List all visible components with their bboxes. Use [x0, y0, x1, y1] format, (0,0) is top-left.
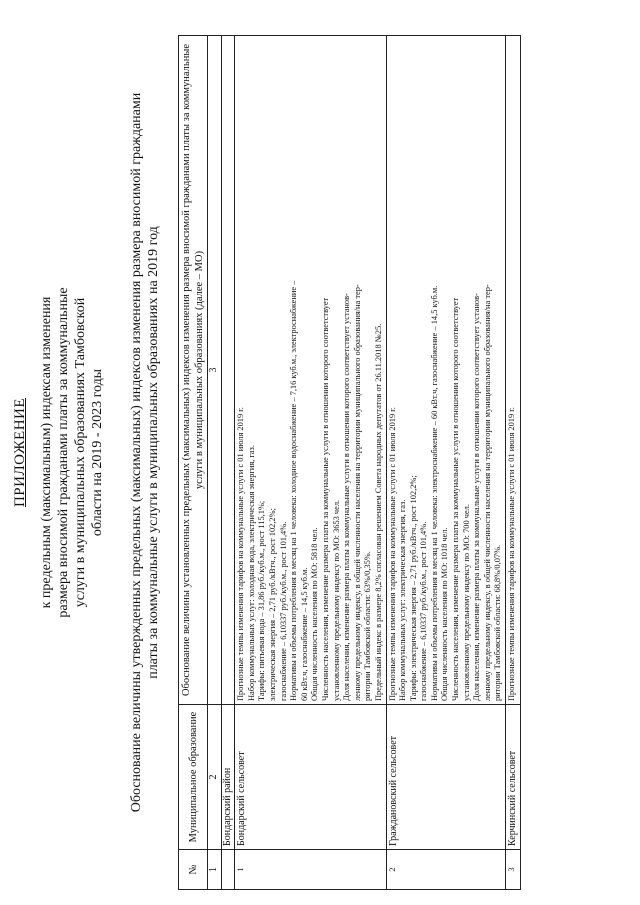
row-number: 2 — [386, 850, 506, 890]
basis-cell — [235, 36, 386, 705]
appendix-line: услуги в муниципальных образованиях Тамбовской — [73, 297, 88, 608]
basis-cell — [506, 36, 521, 705]
basis-line: Доля населения, изменение размера платы за коммунальные услуги в отношении которого соответствует установ- — [342, 293, 352, 701]
basis-line: Предельный индекс в размере 8,2% согласован решением Совета народных депутатов от 26.11.2018 №25. — [373, 323, 383, 701]
basis-cell — [386, 36, 506, 705]
basis-line: Нормативы и объемы потребления в месяц на 1 человека: электроснабжение – 60 кВт.ч, газоснабжение – 14,5 куб.м. — [429, 285, 439, 701]
table-row — [506, 36, 521, 890]
basis-line: Нормативы и объемы потребления в месяц на 1 человека: холодное водоснабжение – 7,16 куб.м., электроснабжение – — [289, 280, 299, 701]
table-row — [386, 36, 506, 890]
region-row — [221, 36, 235, 890]
basis-table — [178, 35, 521, 890]
appendix-line: области на 2019 - 2023 годы — [90, 368, 105, 537]
index-cell: 1 — [208, 850, 222, 890]
appendix-line: размера вносимой гражданами платы за коммунальные — [56, 287, 71, 618]
table-header-row — [179, 36, 208, 890]
appendix-line: к предельным (максимальным) индексам изменения — [39, 296, 54, 609]
basis-line: Прогнозные темпы изменения тарифов на коммунальные услуги с 01 июля 2019 г. — [236, 407, 246, 701]
basis-line: установленному предельному индексу по МО: 700 чел. — [461, 504, 471, 701]
document-title-line: Обоснование величины утвержденных предельных (максимальных) индексов изменения размера вносимой гражданами — [129, 92, 144, 813]
document-title — [128, 40, 162, 865]
row-number: 1 — [235, 850, 386, 890]
basis-line: Численность населения, изменение размера платы за коммунальные услуги в отношении которого соответствует — [451, 297, 461, 701]
basis-line: газоснабжение – 6,10337 руб./куб.м., рост 101,4%. — [419, 521, 429, 701]
basis-line: газоснабжение – 6,10337 руб./куб.м., рост 101,4%. — [278, 521, 288, 701]
basis-line: ритории Тамбовской области: 63%/0,35%. — [363, 551, 373, 701]
municipality-name: Бондарский сельсовет — [235, 705, 386, 850]
basis-line: Тарифы: питьевая вода – 31,86 руб./куб.м., рост 115,1%; — [257, 500, 267, 701]
basis-line: ритории Тамбовской области: 68,8%/0,07%. — [493, 544, 503, 701]
header-basis: Обоснование величины установленных предельных (максимальных) индексов изменения размера вносимой гражданами платы за коммунальные услуги в муниципальных образованиях (далее – МО) — [179, 36, 208, 705]
table-index-row — [208, 36, 222, 890]
municipality-name: Керчинский сельсовет — [506, 705, 521, 850]
basis-line: установленному предельному индексу по МО: 3653 чел. — [331, 499, 341, 701]
basis-line: электрическая энергия – 2,71 руб./кВтч., рост 102,2%; — [267, 508, 277, 701]
basis-line: Общая численность населения по МО: 5818 чел. — [310, 527, 320, 701]
basis-line: Набор коммунальных услуг: электрическая энергия, газ. — [398, 499, 408, 701]
index-cell: 3 — [208, 36, 222, 705]
basis-line: 60 кВт.ч, газоснабжение – 14,5 куб.м. — [299, 567, 309, 701]
basis-line: Общая численность населения по МО: 1018 чел. — [440, 527, 450, 701]
basis-line: Доля населения, изменение размера платы за коммунальные услуги в отношении которого соответствует установ- — [472, 293, 482, 701]
basis-line: ленному предельному индексу, в общей численности населения на территории муниципального образования/на тер- — [352, 284, 362, 701]
appendix-title: ПРИЛОЖЕНИЕ — [12, 397, 28, 508]
basis-line: Тарифы: электрическая энергия – 2,71 руб./кВтч., рост 102,2%; — [408, 475, 418, 701]
row-number: 3 — [506, 850, 521, 890]
appendix-subtitle — [38, 0, 106, 905]
basis-line: Набор коммунальных услуг: холодная вода, электрическая энергия, газ. — [246, 445, 256, 701]
basis-line: ленному предельному индексу, в общей численности населения на территории муниципального образования/на тер- — [482, 284, 492, 701]
header-municipality: Муниципальное образование — [179, 705, 208, 850]
document-title-line: платы за коммунальные услуги в муниципальных образованиях на 2019 год — [146, 226, 161, 679]
basis-line: Численность населения, изменение размера платы за коммунальные услуги в отношении которого соответствует — [320, 297, 330, 701]
header-num: № — [179, 850, 208, 890]
index-cell: 2 — [208, 705, 222, 850]
basis-line: Прогнозные темпы изменения тарифов на коммунальные услуги с 01 июля 2019 г. — [507, 407, 517, 701]
region-name: Бондарский район — [221, 705, 235, 850]
basis-line: Прогнозные темпы изменения тарифов на коммунальные услуги с 01 июля 2019 г. — [387, 407, 397, 701]
table-row — [235, 36, 386, 890]
municipality-name: Граждановский сельсовет — [386, 705, 506, 850]
